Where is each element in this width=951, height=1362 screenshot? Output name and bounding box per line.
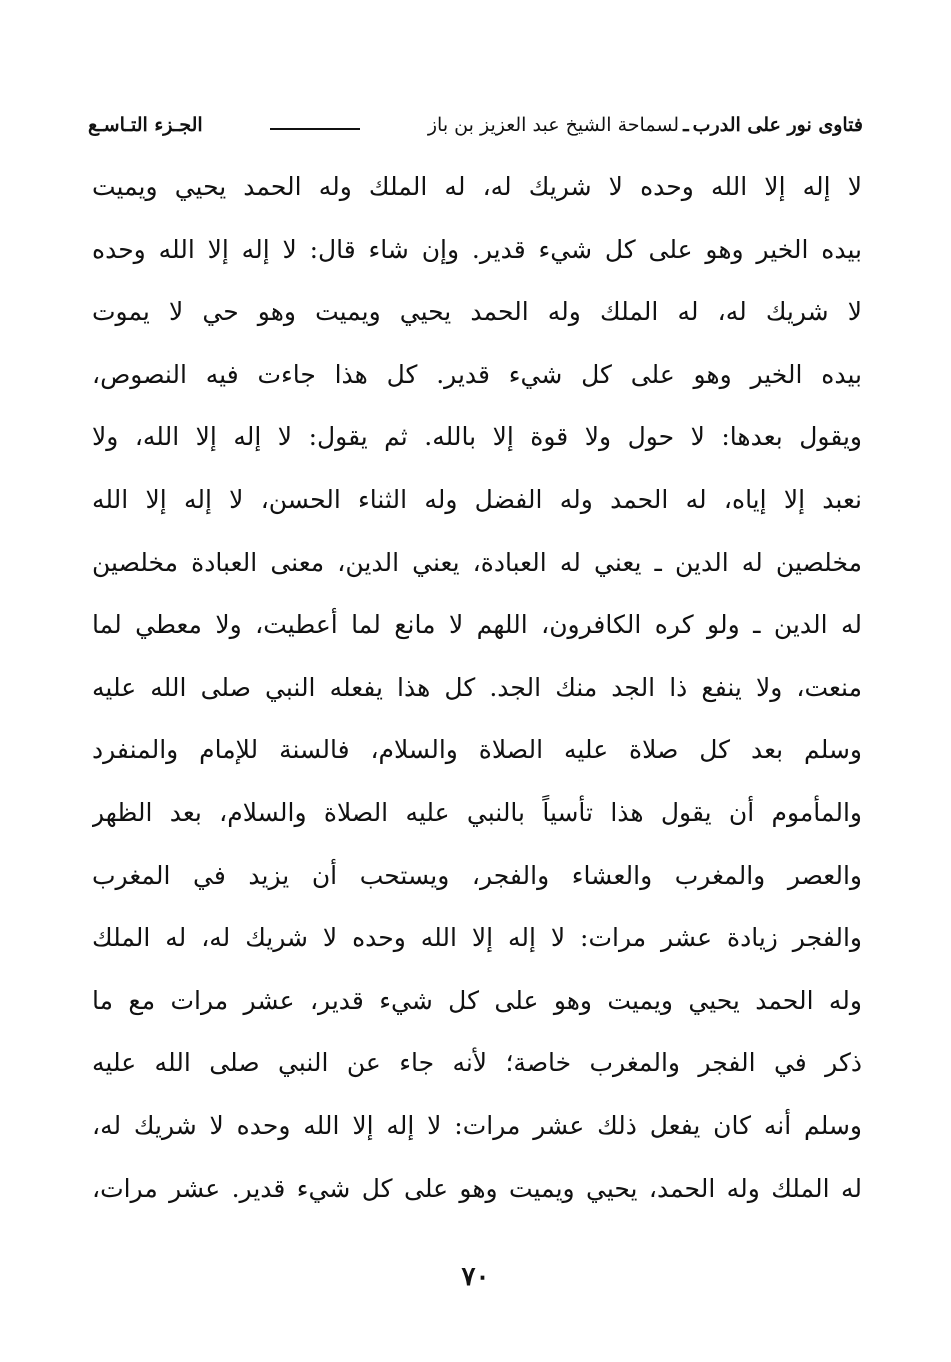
- book-title: فتاوى نور على الدرب: [692, 114, 863, 136]
- text-line: له الدين ـ ولو كره الكافرون، اللهم لا مانع لما أعطيت، ولا معطي لما: [92, 610, 862, 640]
- header-rule: [270, 128, 360, 130]
- running-header: [88, 96, 863, 136]
- header-dash: ـ: [683, 114, 689, 136]
- author-name: لسماحة الشيخ عبد العزيز بن باز: [427, 114, 680, 136]
- text-line: مخلصين له الدين ـ يعني له العبادة، يعني الدين، معنى العبادة مخلصين: [92, 547, 862, 577]
- text-line: والعصر والمغرب والعشاء والفجر، ويستحب أن يزيد في المغرب: [92, 860, 862, 890]
- text-line: وله الحمد يحيي ويميت وهو على كل شيء قدير، عشر مرات مع ما: [92, 985, 862, 1015]
- header-title-group: [428, 114, 863, 136]
- text-line: له الملك وله الحمد، يحيي ويميت وهو على كل شيء قدير. عشر مرات،: [92, 1173, 862, 1203]
- text-line: بيده الخير وهو على كل شيء قدير. كل هذا جاءت فيه النصوص،: [92, 359, 862, 389]
- part-label: الجـزء التـاسـع: [88, 114, 203, 136]
- text-line: وسلم بعد كل صلاة عليه الصلاة والسلام، فالسنة للإمام والمنفرد: [92, 735, 862, 765]
- body-text: [92, 156, 862, 1220]
- text-line: والمأموم أن يقول هذا تأسياً بالنبي عليه الصلاة والسلام، بعد الظهر: [92, 797, 862, 827]
- text-line: لا شريك له، له الملك وله الحمد يحيي ويميت وهو حي لا يموت: [92, 297, 862, 327]
- text-line: منعت، ولا ينفع ذا الجد منك الجد. كل هذا يفعله النبي صلى الله عليه: [92, 672, 862, 702]
- text-line: وسلم أنه كان يفعل ذلك عشر مرات: لا إله إلا الله وحده لا شريك له،: [92, 1110, 862, 1140]
- page-number: ٧٠: [461, 1262, 490, 1292]
- text-line: بيده الخير وهو على كل شيء قدير. وإن شاء قال: لا إله إلا الله وحده: [92, 234, 862, 264]
- text-line: نعبد إلا إياه، له الحمد وله الفضل وله الثناء الحسن، لا إله إلا الله: [92, 484, 862, 514]
- text-line: ذكر في الفجر والمغرب خاصة؛ لأنه جاء عن النبي صلى الله عليه: [92, 1048, 862, 1078]
- text-line: والفجر زيادة عشر مرات: لا إله إلا الله وحده لا شريك له، له الملك: [92, 923, 862, 953]
- text-line: لا إله إلا الله وحده لا شريك له، له الملك وله الحمد يحيي ويميت: [92, 172, 862, 201]
- text-line: ويقول بعدها: لا حول ولا قوة إلا بالله. ثم يقول: لا إله إلا الله، ولا: [92, 422, 862, 452]
